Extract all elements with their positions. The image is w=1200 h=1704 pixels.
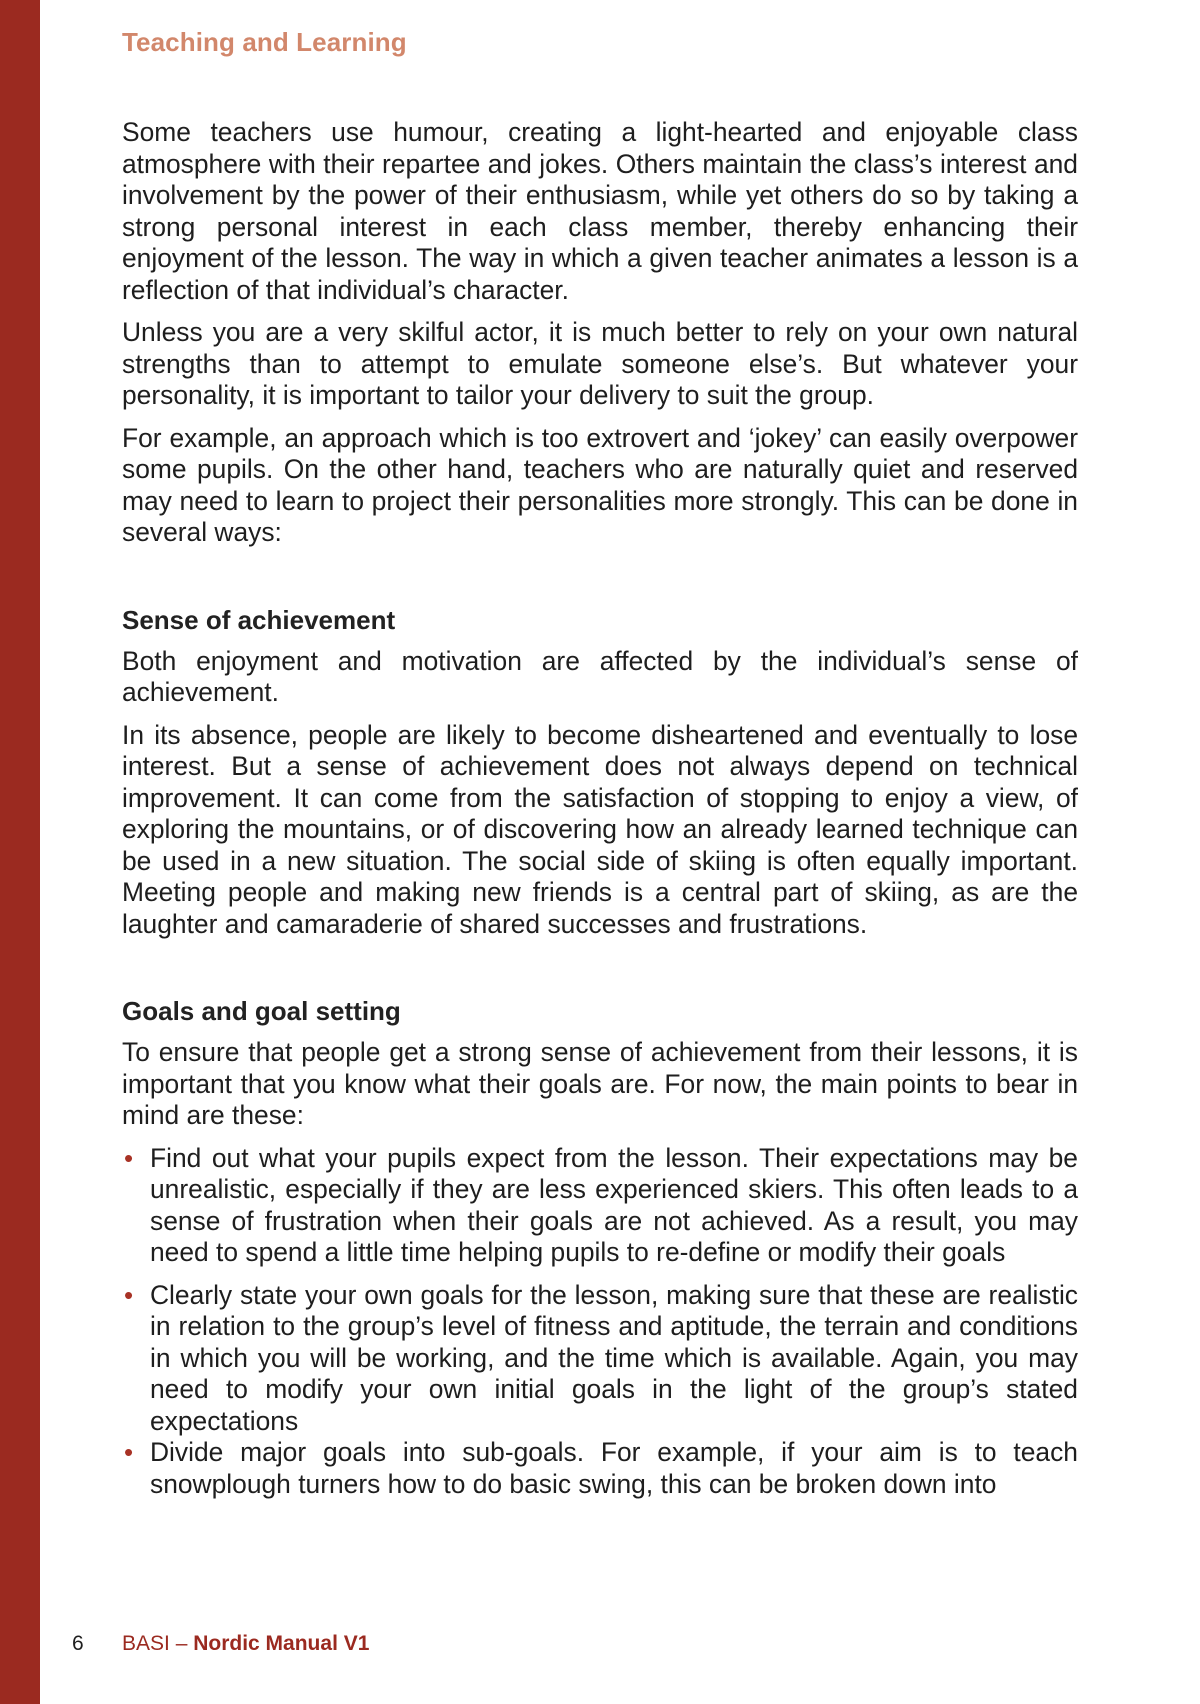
list-item-text: Clearly state your own goals for the lesson, making sure that these are realistic in relation to the group’s level of fitness and aptitude, the terrain and conditions in which you will be working, and the time which is available. Again, you may need to modify your own initial goals in the light of the group’s stated expectations <box>150 1279 1078 1436</box>
page-number: 6 <box>72 1632 84 1655</box>
footer-org: BASI <box>122 1632 170 1655</box>
footer-title: Nordic Manual V1 <box>193 1632 370 1655</box>
list-item-text: Find out what your pupils expect from the lesson. Their expectations may be unrealistic, especially if they are less experienced skiers. This often leads to a sense of frustration when their goals are not achieved. As a result, you may need to spend a little time helping pupils to re-define or modify their goals <box>150 1142 1078 1267</box>
side-color-bar <box>0 0 40 1704</box>
goals-bullet-list <box>122 1143 1078 1501</box>
list-item <box>122 1143 1078 1269</box>
bullet-icon: • <box>124 1142 134 1173</box>
main-content <box>122 117 1078 1511</box>
intro-paragraph-2: Unless you are a very skilful actor, it is much better to rely on your own natural strengths than to attempt to emulate someone else’s. But whatever your personality, it is important to tailor your delivery to suit the group. <box>122 317 1078 410</box>
footer-publication <box>122 1632 369 1656</box>
section-heading-goals: Goals and goal setting <box>122 996 401 1026</box>
list-item-text: Divide major goals into sub-goals. For example, if your aim is to teach snowplough turners how to do basic swing, this can be broken down into <box>150 1437 1078 1499</box>
bullet-icon: • <box>124 1279 134 1310</box>
intro-paragraph-3: For example, an approach which is too extrovert and ‘jokey’ can easily overpower some pupils. On the other hand, teachers who are naturally quiet and reserved may need to learn to project their personalities more strongly. This can be done in several ways: <box>122 422 1078 547</box>
running-head: Teaching and Learning <box>122 27 407 57</box>
goals-paragraph: To ensure that people get a strong sense of achievement from their lessons, it is important that you know what their goals are. For now, the main points to bear in mind are these: <box>122 1037 1078 1130</box>
bullet-icon: • <box>124 1437 134 1467</box>
list-item <box>122 1280 1078 1438</box>
list-item <box>122 1437 1078 1500</box>
section-heading-achievement: Sense of achievement <box>122 604 396 635</box>
achievement-paragraph-1: Both enjoyment and motivation are affected by the individual’s sense of achievement. <box>122 645 1078 707</box>
footer-dash: – <box>169 1632 194 1655</box>
achievement-paragraph-2: In its absence, people are likely to become disheartened and eventually to lose interest. But a sense of achievement does not always depend on technical improvement. It can come from the satisfaction of stopping to enjoy a view, of exploring the mountains, or of discovering how an already learned technique can be used in a new situation. The social side of skiing is often equally important. Meeting people and making new friends is a central part of skiing, as are the laughter and camaraderie of shared successes and frustrations. <box>122 719 1078 939</box>
intro-paragraph-1: Some teachers use humour, creating a light-hearted and enjoyable class atmosphere with their repartee and jokes. Others maintain the class’s interest and involvement by the power of their enthusiasm, while yet others do so by taking a strong personal interest in each class member, thereby enhancing their enjoyment of the lesson. The way in which a given teacher animates a lesson is a reflection of that individual’s character. <box>122 117 1078 305</box>
